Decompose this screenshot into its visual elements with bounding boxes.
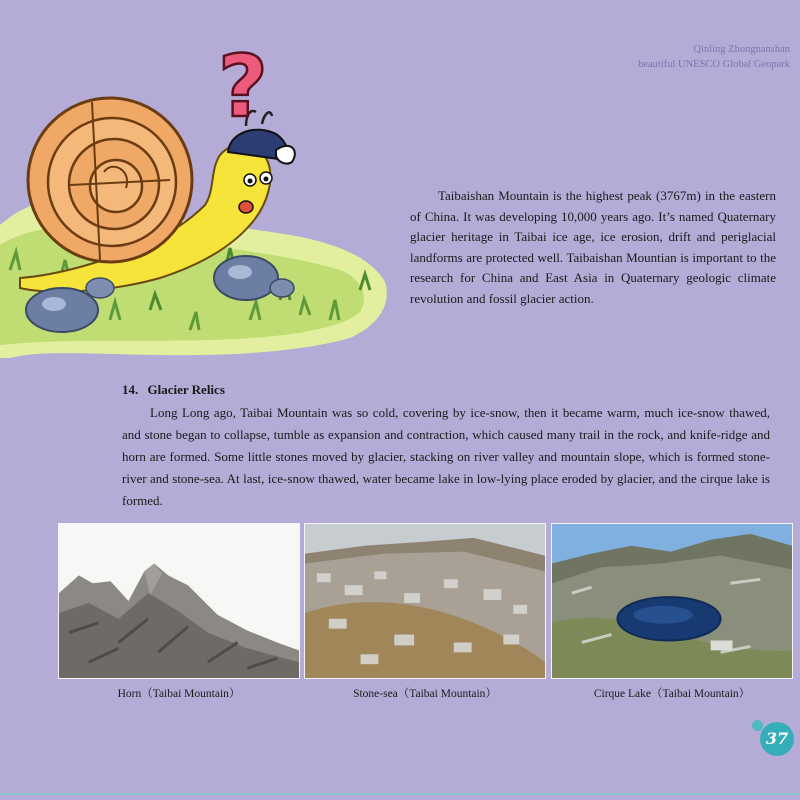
photo-stone-sea [304,523,546,679]
question-mark-icon: ? [218,37,268,137]
section-number: 14. [122,382,139,397]
page-number: 37 [760,722,794,756]
header [638,42,790,72]
caption-cirque-lake: Cirque Lake（Taibai Mountain） [593,688,751,700]
caption-stone-sea: Stone-sea（Taibai Mountain） [353,688,497,700]
section-title: Glacier Relics [147,382,225,397]
page-number-dot [752,720,763,731]
photo-horn [58,523,300,679]
section-heading [122,380,225,400]
section-body: Long Long ago, Taibai Mountain was so cold, covering by ice-snow, then it became warm, much ice-snow thawed, and stone began to collapse, tumble as expansion and contraction, which caused many trail in the rock, and knife-ridge and horn are formed. Some little stones moved by glacier, stacking on river valley and mountain slope, which is formed stone-river and stone-sea. At last, ice-snow thawed, water became lake in low-lying place eroded by glacier, and the cirque lake is formed. [122,405,770,508]
bottom-divider [0,793,800,795]
caption-horn: Horn（Taibai Mountain） [117,688,241,700]
header-line-1: Qinling Zhongnanshan [693,44,790,55]
photo-cirque-lake [551,523,793,679]
snail-illustration [0,20,400,365]
header-line-2: beautiful UNESCO Global Geopark [638,59,790,70]
intro-paragraph: Taibaishan Mountain is the highest peak (3767m) in the eastern of China. It was developing 10,000 years ago. It’s named Quaternary glacier heritage in Taibai ice age, ice erosion, drift and periglacial landforms are protected well. Taibaishan Mountian is important to the research for China and East Asia in Quaternary geologic climate revolution and fossil glacier action. [410,188,776,306]
